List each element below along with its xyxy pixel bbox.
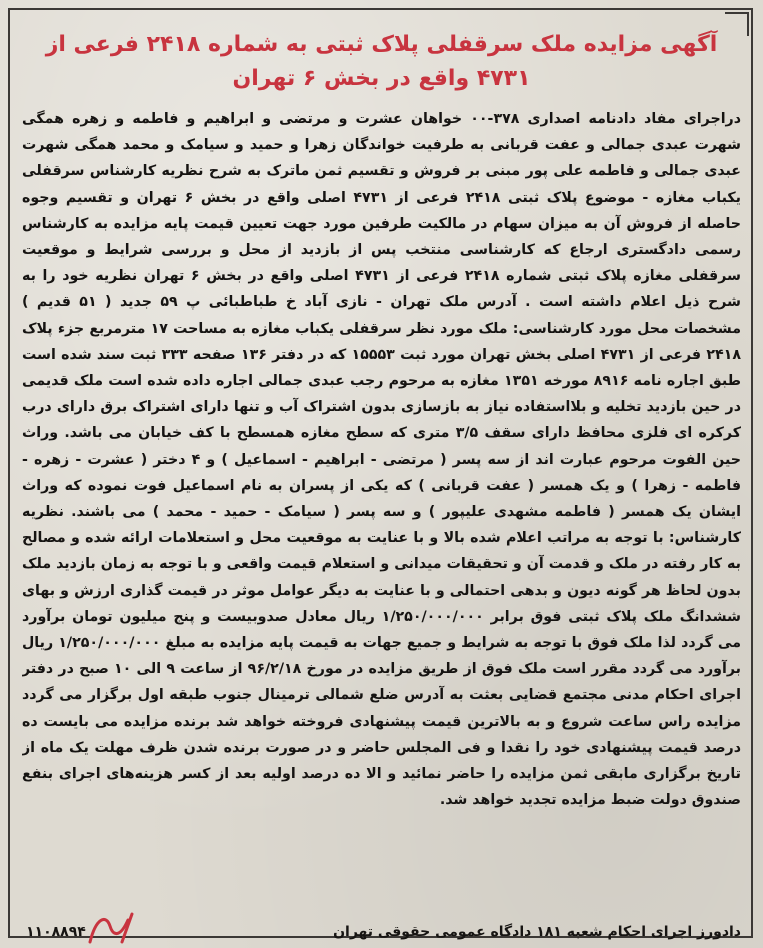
notice-title: آگهی مزایده ملک سرقفلی پلاک ثبتی به شماره ۲۴۱۸ فرعی از ۴۷۳۱ واقع در بخش ۶ تهران: [45, 32, 718, 91]
signature-line: دادورز اجرای احکام شعبه ۱۸۱ دادگاه عمومی حقوقی تهران: [333, 924, 741, 940]
notice-body: دراجرای مفاد دادنامه اصداری ۳۷۸-۰۰ خواهان عشرت و مرتضی و ابراهیم و فاطمه و زهره همگی شهرت عبدی جمالی و عفت قربانی به طرفیت خواندگان زهرا و حمید و سیامک و محمد همگی شهرت عبدی جمالی و فاطمه علی پور مبنی بر فروش و تقسیم ثمن ماترک به شرح نظریه کارشناس سرقفلی یکباب مغازه - موضوع پلاک ثبتی ۲۴۱۸ فرعی از ۴۷۳۱ اصلی واقع در بخش ۶ تهران و تقسیم وجوه حاصله از فروش آن به میزان سهام در مالکیت طرفین مورد جهت تعیین قیمت پایه مزایده به کارشناس رسمی دادگستری ارجاع که کارشناسی منتخب پس از بازدید از محل و بررسی شرایط و موقعیت سرقفلی مغازه پلاک ثبتی شماره ۲۴۱۸ فرعی از ۴۷۳۱ اصلی واقع در بخش ۶ تهران نظریه خود را به شرح ذیل اعلام داشته است . آدرس ملک تهران - نازی آباد خ طباطبائی پ ۵۹ جدید ( ۵۱ قدیم ) مشخصات محل مورد کارشناسی: ملک مورد نظر سرقفلی یکباب مغازه به مساحت ۱۷ مترمربع جزء پلاک ۲۴۱۸ فرعی از ۴۷۳۱ اصلی بخش تهران مورد ثبت ۱۵۵۵۳ که در دفتر ۱۳۶ صفحه ۳۳۳ ثبت سند شده است طبق اجاره نامه ۸۹۱۶ مورخه ۱۳۵۱ مغازه به مرحوم رجب عبدی جمالی اجاره داده شده است ملک قدیمی در حین بازدید تخلیه و بلااستفاده نیاز به بازسازی بدون اشتراک آب و تنها دارای اشتراک برق دارای درب کرکره ای فلزی محافظ دارای سقف ۳/۵ متری که سطح مغازه همسطح با کف خیابان می باشد. وراث حین الفوت مرحوم عبارت اند از سه پسر ( مرتضی - ابراهیم - اسماعیل ) و ۴ دختر ( عشرت - زهره - فاطمه - زهرا ) و یک همسر ( عفت قربانی ) که یکی از پسران به نام اسماعیل فوت نموده که وراث ایشان یک همسر ( فاطمه مشهدی علیپور ) و سه پسر ( سیامک - حمید - محمد ) می باشند. نظریه کارشناس: با توجه به مراتب اعلام شده بالا و با عنایت به موقعیت محل و استعلامات ارائه شده و مصالح به کار رفته در ملک و قدمت آن و تحقیقات میدانی و استعلام قیمت واقعی و با توجه به زمان بازدید ملک بدون لحاظ هر گونه دیون و بدهی احتمالی و با عنایت به دیگر عوامل موثر در قیمت گذاری ارزش و بهای ششدانگ ملک پلاک ثبتی فوق برابر ۱/۲۵۰/۰۰۰/۰۰۰ ریال معادل صدوبیست و پنج میلیون تومان برآورد می گردد لذا ملک فوق با توجه به شرایط و جمیع جهات به قیمت پایه مزایده به مبلغ ۱/۲۵۰/۰۰۰/۰۰۰ ریال برآورد می گردد مقرر است ملک فوق از طریق مزایده در مورخ ۹۶/۲/۱۸ از ساعت ۹ الی ۱۰ صبح در دفتر اجرای احکام مدنی مجتمع قضایی بعثت به آدرس ضلع شمالی ترمینال جنوب طبقه اول برگزار می گردد مزایده راس ساعت شروع و به بالاترین قیمت پیشنهادی فروخته خواهد شد برنده مزایده می بایست ده درصد قیمت پیشنهادی خود را نقدا و فی المجلس حاضر و در صورت برنده شدن ظرف مهلت یک ماه از تاریخ برگزاری مابقی ثمن مزایده را حاضر نمائید و الا ده درصد اولیه بعد از کسر هزینه‌های اجرای بنفع صندوق دولت ضبط مزایده تجدید خواهد شد.: [22, 111, 741, 809]
handwritten-mark-icon: [84, 908, 138, 948]
ad-code-number: ۱۱۰۸۸۹۴: [26, 924, 86, 940]
